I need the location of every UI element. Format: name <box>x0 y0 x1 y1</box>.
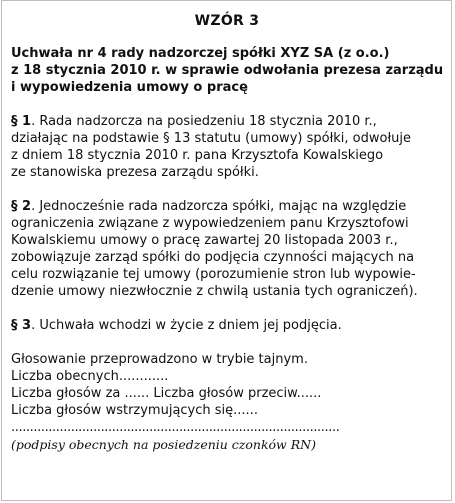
resolution-template <box>11 13 443 453</box>
section-1-text: . Rada nadzorcza na posiedzeniu 18 stycznia 2010 r., <box>31 114 377 129</box>
section-2-line: Kowalskiemu umowy o pracę zawartej 20 listopada 2003 r., <box>11 233 398 248</box>
section-3-symbol: § 3 <box>11 318 32 333</box>
signature-caption: (podpisy obecnych na posiedzeniu czonków RN) <box>11 437 316 452</box>
section-2-line: celu rozwiązanie tej umowy (porozumienie stron lub wypowie- <box>11 267 416 282</box>
heading-line: i wypowiedzenia umowy o pracę <box>11 80 248 95</box>
document-title: WZÓR 3 <box>194 13 260 29</box>
resolution-heading <box>11 45 443 96</box>
section-2-line <box>11 198 443 215</box>
section-1-line <box>11 113 443 130</box>
section-1-symbol: § 1 <box>11 114 32 129</box>
section-3-line <box>11 317 443 334</box>
section-2 <box>11 198 443 300</box>
present-count-field: Liczba obecnych............ <box>11 369 169 384</box>
section-2-symbol: § 2 <box>11 199 32 214</box>
heading-line: Uchwała nr 4 rady nadzorczej spółki XYZ SA (z o.o.) <box>11 46 390 61</box>
signature-line: ........................................................................................ <box>11 420 340 435</box>
document-frame <box>1 0 452 501</box>
votes-for-against-field: Liczba głosów za ...... Liczba głosów przeciw...... <box>11 386 322 401</box>
section-3 <box>11 317 443 334</box>
section-2-line: zobowiązuje zarząd spółki do podjęcia czynności mających na <box>11 250 415 265</box>
section-1-line: z dniem 18 stycznia 2010 r. pana Krzysztofa Kowalskiego <box>11 148 384 163</box>
section-2-line: dzenie umowy niezwłocznie z chwilą ustania tych ograniczeń). <box>11 284 418 299</box>
heading-line: z 18 stycznia 2010 r. w sprawie odwołania prezesa zarządu <box>11 63 444 78</box>
section-2-line: ograniczenia związane z wypowiedzeniem panu Krzysztofowi <box>11 216 409 231</box>
voting-intro: Głosowanie przeprowadzono w trybie tajnym. <box>11 352 308 367</box>
abstain-count-field: Liczba głosów wstrzymujących się...... <box>11 403 258 418</box>
section-1-line: ze stanowiska prezesa zarządu spółki. <box>11 165 259 180</box>
section-1-line: działając na podstawie § 13 statutu (umowy) spółki, odwołuje <box>11 131 411 146</box>
voting-block <box>11 351 443 453</box>
section-1 <box>11 113 443 181</box>
section-3-text: . Uchwała wchodzi w życie z dniem jej podjęcia. <box>31 318 342 333</box>
section-2-text: . Jednocześnie rada nadzorcza spółki, mając na względzie <box>31 199 407 214</box>
